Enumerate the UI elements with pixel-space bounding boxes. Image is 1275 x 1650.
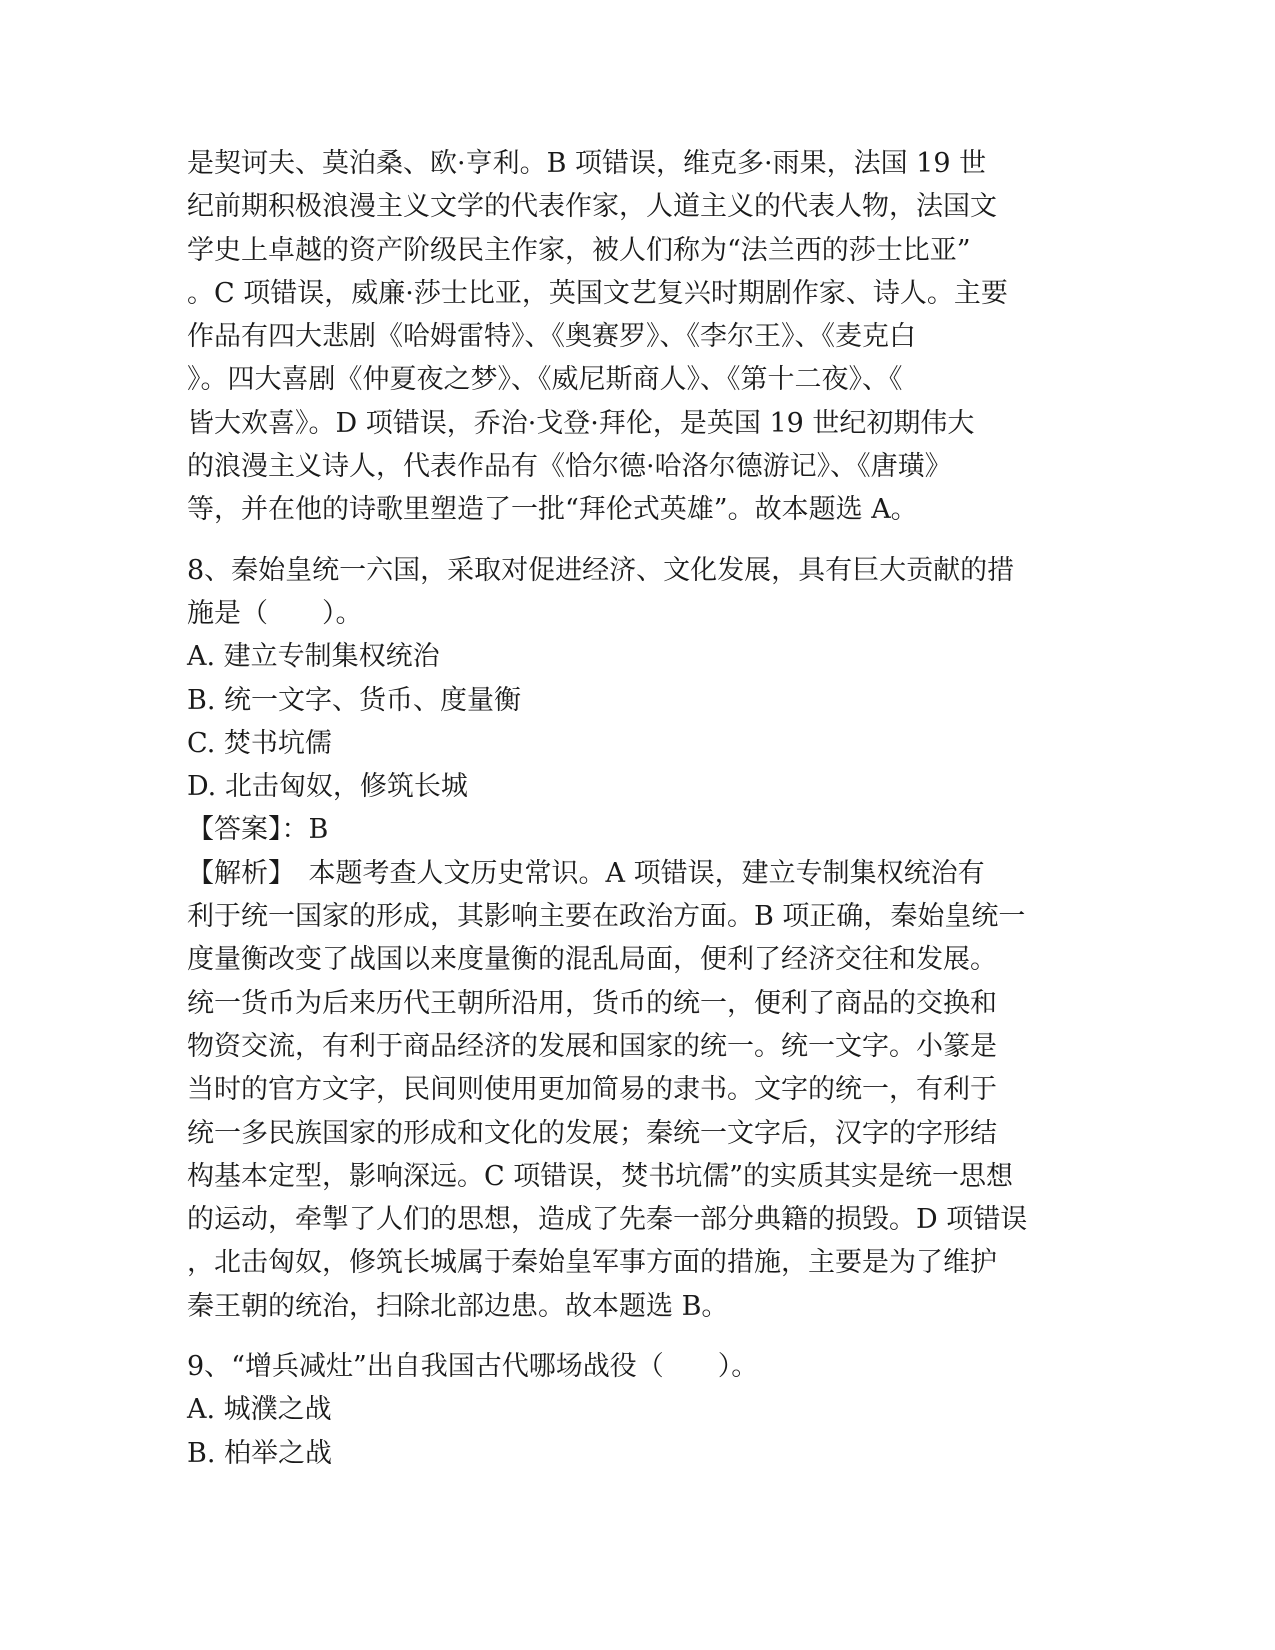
option-d: D. 北击匈奴，修筑长城 <box>187 771 468 803</box>
text-line: 学史上卓越的资产阶级民主作家，被人们称为“法兰西的莎士比亚” <box>187 234 971 266</box>
question-text: 施是（ ）。 <box>187 597 363 629</box>
paragraph-gap <box>187 532 1067 549</box>
text-line: 作品有四大悲剧《哈姆雷特》、《奥赛罗》、《李尔王》、《麦克白 <box>187 321 916 353</box>
explanation-line: 当时的官方文字，民间则使用更加简易的隶书。文字的统一，有利于 <box>187 1074 997 1106</box>
question-9 <box>187 1345 1067 1475</box>
document-page <box>187 142 1067 1475</box>
explanation-line: 利于统一国家的形成，其影响主要在政治方面。B 项正确，秦始皇统一 <box>187 901 1026 933</box>
text-line: 皆大欢喜》。D 项错误，乔治·戈登·拜伦，是英国 19 世纪初期伟大 <box>187 407 975 439</box>
question-text: 9、“增兵减灶”出自我国古代哪场战役（ ）。 <box>187 1351 759 1383</box>
text-line: 等，并在他的诗歌里塑造了一批“拜伦式英雄”。故本题选 A。 <box>187 494 918 526</box>
option-b: B. 统一文字、货币、度量衡 <box>187 684 522 716</box>
answer: 【答案】：B <box>187 814 329 846</box>
question-8 <box>187 549 1067 1328</box>
explanation-line: 构基本定型，影响深远。C 项错误，焚书坑儒”的实质其实是统一思想 <box>187 1160 1014 1192</box>
text-line: 的浪漫主义诗人，代表作品有《恰尔德·哈洛尔德游记》、《唐璜》 <box>187 451 952 483</box>
option-c: C. 焚书坑儒 <box>187 727 332 759</box>
explanation-line: ，北击匈奴，修筑长城属于秦始皇军事方面的措施，主要是为了维护 <box>187 1247 997 1279</box>
explanation-line: 统一多民族国家的形成和文化的发展；秦统一文字后，汉字的字形结 <box>187 1117 997 1149</box>
explanation-line: 度量衡改变了战国以来度量衡的混乱局面，便利了经济交往和发展。 <box>187 944 997 976</box>
option-a: A. 建立专制集权统治 <box>187 641 440 673</box>
text-line: 是契诃夫、莫泊桑、欧·亨利。B 项错误，维克多·雨果，法国 19 世 <box>187 148 987 179</box>
text-line: 》。四大喜剧《仲夏夜之梦》、《威尼斯商人》、《第十二夜》、《 <box>187 364 903 396</box>
paragraph-gap <box>187 1328 1067 1345</box>
explanation-line: 【解析】 本题考查人文历史常识。A 项错误，建立专制集权统治有 <box>187 857 985 889</box>
explanation-line: 统一货币为后来历代王朝所沿用，货币的统一，便利了商品的交换和 <box>187 987 997 1019</box>
explanation-line: 的运动，牵掣了人们的思想，造成了先秦一部分典籍的损毁。D 项错误 <box>187 1204 1028 1236</box>
text-line: 。C 项错误，威廉·莎士比亚，英国文艺复兴时期剧作家、诗人。主要 <box>187 277 1008 309</box>
text-line: 纪前期积极浪漫主义文学的代表作家，人道主义的代表人物，法国文 <box>187 191 997 223</box>
option-a: A. 城濮之战 <box>187 1394 332 1426</box>
q7-explanation-continued <box>187 142 1067 532</box>
option-b: B. 柏举之战 <box>187 1437 333 1469</box>
question-text: 8、秦始皇统一六国，采取对促进经济、文化发展，具有巨大贡献的措 <box>187 554 1015 586</box>
explanation-line: 秦王朝的统治，扫除北部边患。故本题选 B。 <box>187 1290 729 1322</box>
explanation-line: 物资交流，有利于商品经济的发展和国家的统一。统一文字。小篆是 <box>187 1030 997 1062</box>
